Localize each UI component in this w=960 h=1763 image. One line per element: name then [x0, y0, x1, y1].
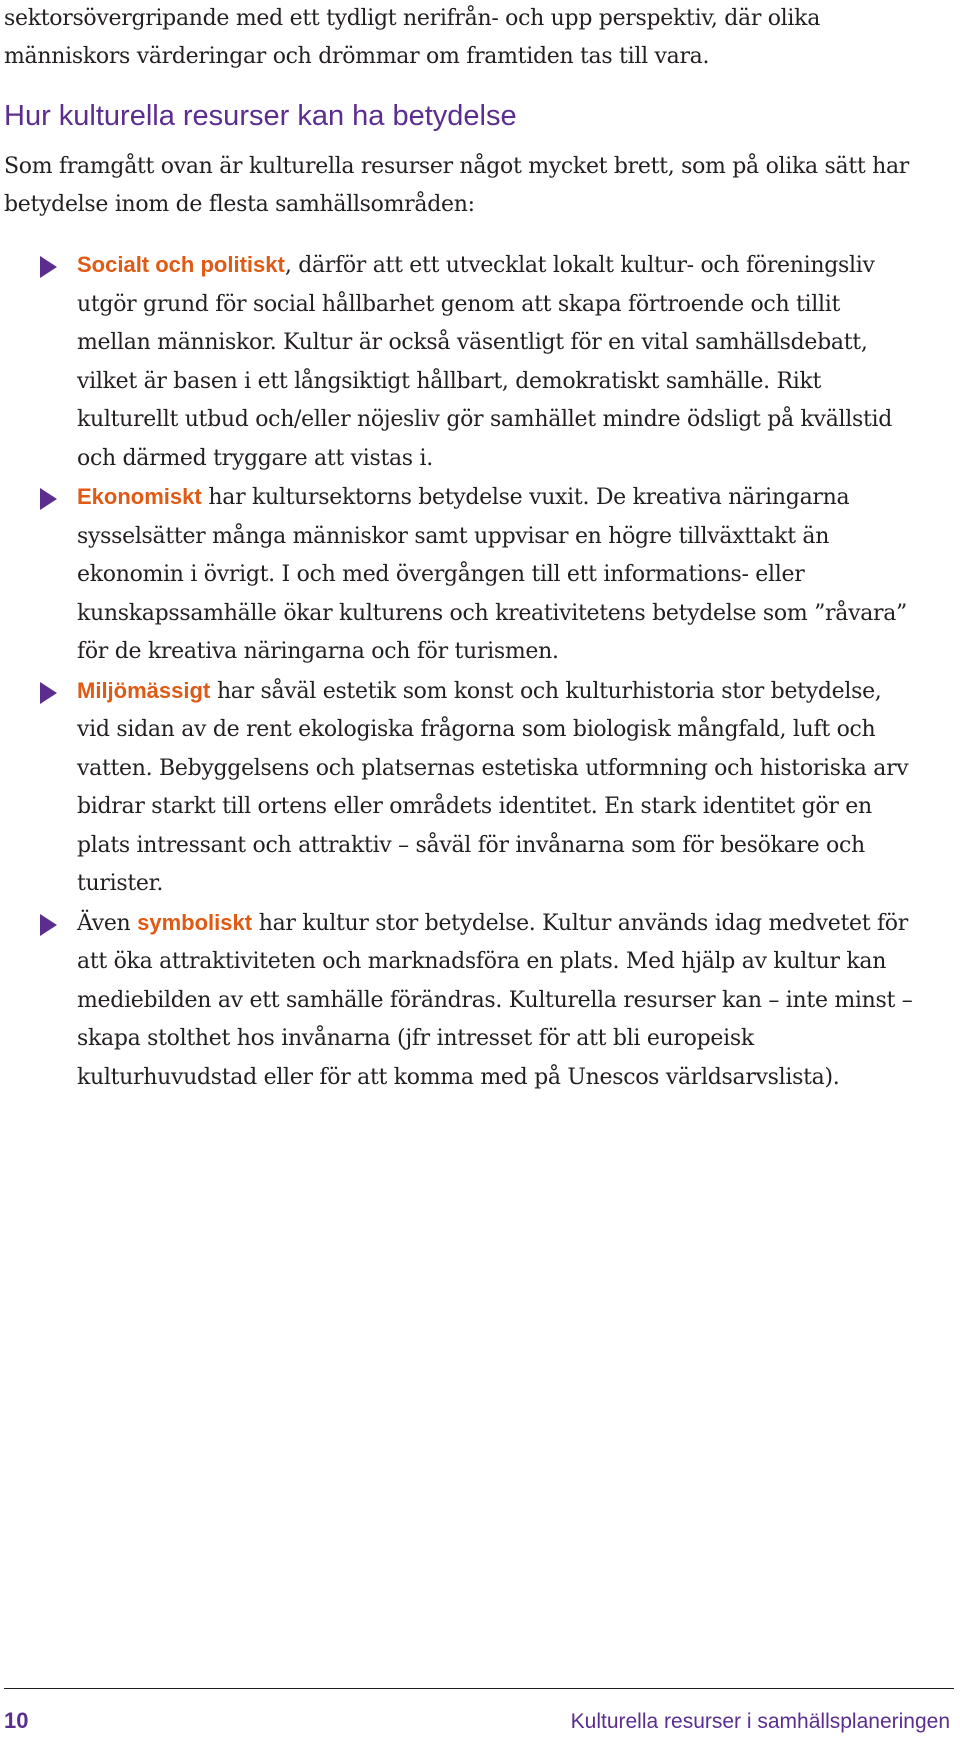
bullet-prefix: Även: [77, 910, 138, 936]
bullet-item-environmental: [0, 672, 915, 904]
bullet-text: har kultursektorns betydelse vuxit. De kreativa näringarna sysselsätter många människor samt uppvisar en högre tillväxttakt än ekonomin i övrigt. I och med övergången till ett informations- eller kunskapssamhälle ökar kulturens och kreativitetens betydelse som ”råvara” för de kreativa näringarna och för turismen.: [77, 485, 907, 664]
bullet-keyword: symboliskt: [137, 909, 253, 935]
bullet-keyword: Socialt och politiskt: [77, 252, 285, 277]
triangle-bullet-icon: [40, 914, 57, 936]
bullet-item-symbolic: [0, 904, 915, 1098]
section-heading: Hur kulturella resurser kan ha betydelse: [4, 100, 517, 132]
bullet-text: , därför att ett utvecklat lokalt kultur- och föreningsliv utgör grund för social hållbarhet genom att skapa förtroende och tillit mellan människor. Kultur är också väsentligt för en vital samhällsdebatt, vilket är basen i ett långsiktigt hållbart, demokratiskt samhälle. Rikt kulturellt utbud och/eller nöjesliv gör samhället mindre ödsligt på kvällstid och därmed tryggare att vistas i.: [77, 253, 893, 471]
bullet-text: har såväl estetik som konst och kulturhistoria stor betydelse, vid sidan av de rent ekologiska frågorna som biologisk mångfald, luft och vatten. Bebyggelsens och platsernas estetiska utformning och historiska arv bidrar starkt till ortens eller områdets identitet. En stark identitet gör en plats intressant och attraktiv – såväl för invånarna som för besökare och turister.: [77, 678, 909, 896]
triangle-bullet-icon: [40, 682, 57, 704]
footer-divider: [4, 1688, 954, 1689]
bullet-item-social: [0, 246, 915, 478]
intro-line-1: sektorsövergripande med ett tydligt nerifrån- och upp perspektiv, där olika: [4, 6, 821, 31]
bullet-list: [0, 246, 960, 1097]
intro-line-2: människors värderingar och drömmar om framtiden tas till vara.: [4, 44, 710, 69]
triangle-bullet-icon: [40, 488, 57, 510]
bullet-keyword: Ekonomiskt: [77, 484, 202, 509]
section-lead: Som framgått ovan är kulturella resurser något mycket brett, som på olika sätt har betydelse inom de flesta samhällsområden:: [4, 154, 910, 217]
page-number: 10: [4, 1708, 29, 1733]
triangle-bullet-icon: [40, 256, 57, 278]
intro-text: [4, 0, 954, 76]
bullet-text: har kultur stor betydelse. Kultur används idag medvetet för att öka attraktiviteten och marknadsföra en plats. Med hjälp av kultur kan mediebilden av ett samhälle förändras. Kulturella resurser kan – inte minst – skapa stolthet hos invånarna (jfr intresset för att bli europeisk kulturhuvudstad eller för att komma med på Unescos världsarvslista).: [77, 910, 913, 1090]
footer-title: Kulturella resurser i samhällsplaneringen: [570, 1710, 950, 1733]
bullet-keyword: Miljömässigt: [77, 677, 211, 703]
bullet-item-economic: [0, 478, 915, 672]
